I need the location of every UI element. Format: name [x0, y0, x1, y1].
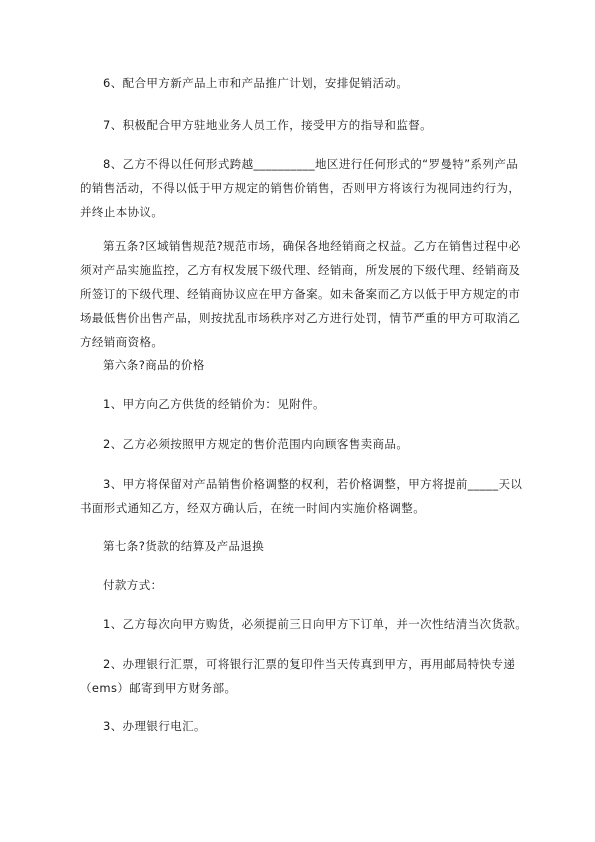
text-line: 2、乙方必须按照甲方规定的售价范围内向顾客售卖商品。 [103, 437, 409, 451]
article-6-item-1 [80, 392, 535, 416]
text-line: 须对产品实施监控，乙方有权发展下级代理、经销商，所发展的下级代理、经销商及 [80, 263, 521, 277]
text-line: 8、乙方不得以任何形式跨越__________地区进行任何形式的“罗曼特”系列产品 [103, 157, 519, 171]
payment-item-3 [80, 714, 535, 738]
clause-7 [80, 113, 535, 137]
article-6-item-2 [80, 432, 535, 456]
text-line: 第六条?商品的价格 [103, 358, 205, 372]
article-6-item-3 [80, 472, 535, 520]
text-line: 6、配合甲方新产品上市和产品推广计划，安排促销活动。 [103, 76, 409, 90]
article-7-heading [80, 534, 535, 558]
text-line: 的销售活动，不得以低于甲方规定的销售价销售，否则甲方将该行为视同违约行为， [80, 181, 521, 195]
text-line: 所签订的下级代理、经销商协议应在甲方备案。如未备案而乙方以低于甲方规定的市 [80, 287, 521, 301]
clause-8 [80, 152, 535, 224]
text-line: 7、积极配合甲方驻地业务人员工作，接受甲方的指导和监督。 [103, 118, 433, 132]
article-5 [80, 234, 535, 354]
payment-item-2 [80, 652, 535, 700]
clause-6 [80, 71, 535, 95]
payment-method-label [80, 573, 535, 597]
text-line: 并终止本协议。 [80, 205, 164, 219]
text-line: 3、办理银行电汇。 [103, 719, 206, 733]
article-6-heading [80, 353, 535, 377]
text-line: 付款方式： [103, 578, 163, 592]
text-line: 1、乙方每次向甲方购货，必须提前三日向甲方下订单，并一次性结清当次货款。 [103, 617, 528, 631]
text-line: 第七条?货款的结算及产品退换 [103, 539, 265, 553]
text-line: 1、甲方向乙方供货的经销价为：见附件。 [103, 397, 325, 411]
text-line: （ems）邮寄到甲方财务部。 [80, 681, 237, 695]
text-line: 3、甲方将保留对产品销售价格调整的权利，若价格调整，甲方将提前_____天以 [103, 477, 523, 491]
text-line: 书面形式通知乙方，经双方确认后，在统一时间内实施价格调整。 [80, 501, 426, 515]
payment-item-1 [80, 612, 535, 636]
text-line: 第五条?区域销售规范?规范市场，确保各地经销商之权益。乙方在销售过程中必 [103, 239, 521, 253]
text-line: 方经销商资格。 [80, 335, 164, 349]
text-line: 2、办理银行汇票，可将银行汇票的复印件当天传真到甲方，再用邮局特快专递 [103, 657, 516, 671]
text-line: 场最低售价出售产品，则按扰乱市场秩序对乙方进行处罚，情节严重的甲方可取消乙 [80, 311, 521, 325]
